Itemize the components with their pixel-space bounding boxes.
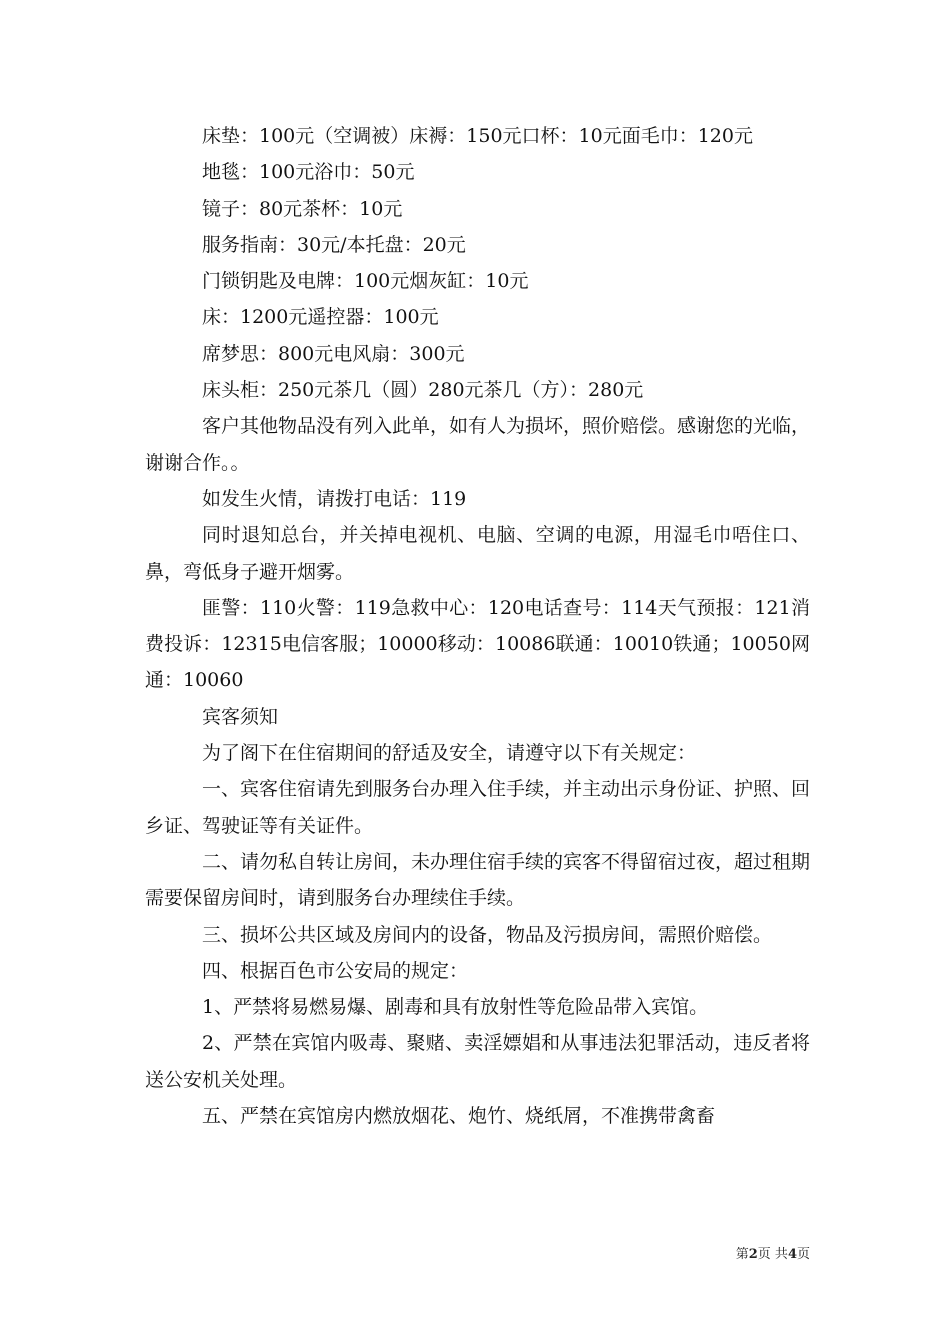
paragraph: 一、宾客住宿请先到服务台办理入住手续，并主动出示身份证、护照、回乡证、驾驶证等有关证件。: [145, 778, 811, 837]
paragraph: 地毯：100元浴巾：50元: [202, 161, 415, 184]
paragraph: 二、请勿私自转让房间，未办理住宿手续的宾客不得留宿过夜，超过租期需要保留房间时，请到服务台办理续住手续。: [145, 850, 811, 910]
footer-prefix: 第: [735, 1247, 749, 1262]
paragraph: 匪警：110火警：119急救中心：120电话查号：114天气预报：121消费投诉：12315电信客服；10000移动：10086联通：10010铁通；10050网通：10060: [145, 596, 810, 692]
current-page-number: 2: [748, 1247, 758, 1262]
section-heading: 宾客须知: [202, 705, 279, 728]
paragraph: 客户其他物品没有列入此单，如有人为损坏，照价赔偿。感谢您的光临，谢谢合作。。: [145, 415, 811, 474]
paragraph: 席梦思：800元电风扇：300元: [202, 342, 465, 365]
footer-middle: 页 共: [757, 1247, 788, 1262]
footer-suffix: 页: [796, 1247, 810, 1262]
paragraph: 服务指南：30元/本托盘：20元: [202, 233, 466, 256]
paragraph: 为了阁下在住宿期间的舒适及安全，请遵守以下有关规定：: [202, 742, 697, 765]
paragraph: 床：1200元遥控器：100元: [202, 306, 439, 329]
paragraph: 床头柜：250元茶几（圆）280元茶几（方）：280元: [202, 379, 644, 402]
paragraph: 床垫：100元（空调被）床褥：150元口杯：10元面毛巾：120元: [202, 125, 753, 147]
paragraph: 镜子：80元茶杯：10元: [202, 197, 403, 220]
paragraph: 五、严禁在宾馆房内燃放烟花、炮竹、烧纸屑，不准携带禽畜: [202, 1105, 716, 1128]
paragraph: 如发生火情，请拨打电话：119: [202, 487, 467, 510]
paragraph: 1、严禁将易燃易爆、剧毒和具有放射性等危险品带入宾馆。: [202, 996, 709, 1019]
paragraph: 门锁钥匙及电牌：100元烟灰缸：10元: [202, 270, 529, 293]
paragraph: 三、损坏公共区域及房间内的设备，物品及污损房间，需照价赔偿。: [202, 923, 773, 946]
page-number-footer: [700, 1246, 810, 1264]
total-pages-number: 4: [787, 1247, 797, 1262]
paragraph: 2、严禁在宾馆内吸毒、聚赌、卖淫嫖娼和从事违法犯罪活动，违反者将送公安机关处理。: [145, 1032, 810, 1091]
paragraph: 同时退知总台，并关掉电视机、电脑、空调的电源，用湿毛巾唔住口、鼻，弯低身子避开烟雾。: [145, 524, 810, 583]
document-body: [145, 118, 810, 1134]
paragraph: 四、根据百色市公安局的规定：: [202, 959, 469, 982]
